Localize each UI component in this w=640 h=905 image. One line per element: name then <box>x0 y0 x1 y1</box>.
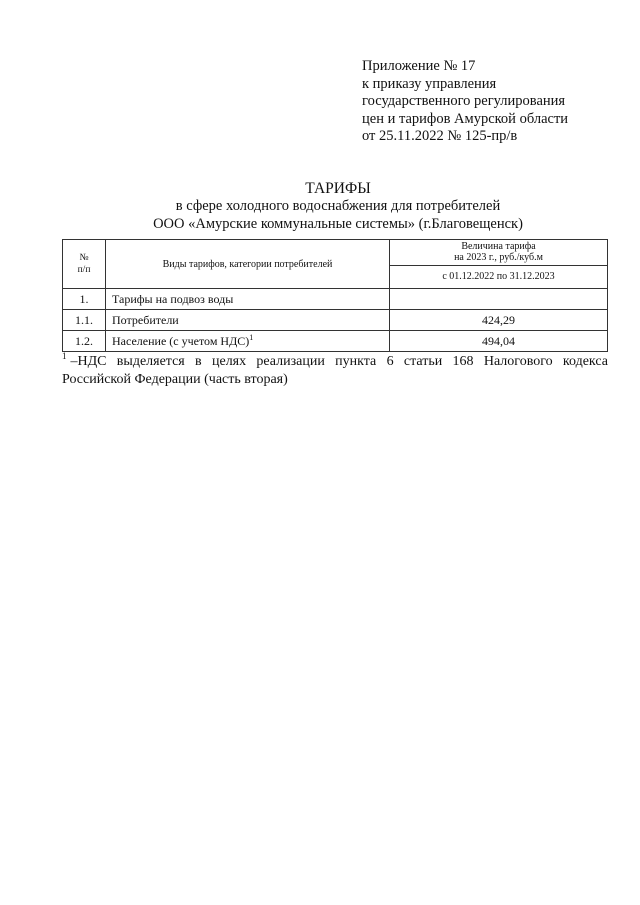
appendix-line: от 25.11.2022 № 125-пр/в <box>362 128 518 144</box>
title-line: ООО «Амурские коммунальные системы» (г.Благовещенск) <box>153 215 523 232</box>
title-line: в сфере холодного водоснабжения для потребителей <box>175 198 501 214</box>
row-number: 1. <box>63 289 106 310</box>
footnote-text: –НДС выделяется в целях реализации пункта 6 статьи 168 Налогового кодекса Российской Федерации (часть вторая) <box>62 354 608 387</box>
tariff-table <box>62 239 608 352</box>
appendix-header <box>362 58 568 146</box>
title-main: ТАРИФЫ <box>305 180 371 197</box>
table-row <box>63 331 608 352</box>
footnote-mark: 1 <box>62 351 67 361</box>
row-value: 494,04 <box>390 331 608 352</box>
header-number-symbol: № <box>79 253 89 263</box>
footnote <box>62 353 608 388</box>
row-number: 1.2. <box>63 331 106 352</box>
header-value-line: на 2023 г., руб./куб.м <box>454 252 543 264</box>
appendix-line: Приложение № 17 <box>362 58 476 74</box>
header-period: с 01.12.2022 по 31.12.2023 <box>390 265 608 288</box>
table-row <box>63 310 608 331</box>
header-value <box>390 240 608 266</box>
header-kind: Виды тарифов, категории потребителей <box>106 240 390 289</box>
document-title <box>60 180 616 233</box>
appendix-line: к приказу управления <box>362 75 497 92</box>
row-number: 1.1. <box>63 310 106 331</box>
header-number-label: п/п <box>77 265 91 275</box>
row-name: Потребители <box>106 310 390 331</box>
table-row <box>63 289 608 310</box>
header-number <box>63 240 106 289</box>
row-name: Тарифы на подвоз воды <box>106 289 390 310</box>
appendix-line: цен и тарифов Амурской области <box>362 110 569 127</box>
row-name: Население (с учетом НДС) <box>112 334 250 348</box>
row-value: 424,29 <box>390 310 608 331</box>
table-header-row <box>63 240 608 266</box>
header-value-line: Величина тарифа <box>461 241 536 253</box>
footnote-reference: 1 <box>249 333 254 342</box>
row-value <box>390 289 608 310</box>
appendix-line: государственного регулирования <box>362 93 566 109</box>
row-name-cell <box>106 331 390 352</box>
